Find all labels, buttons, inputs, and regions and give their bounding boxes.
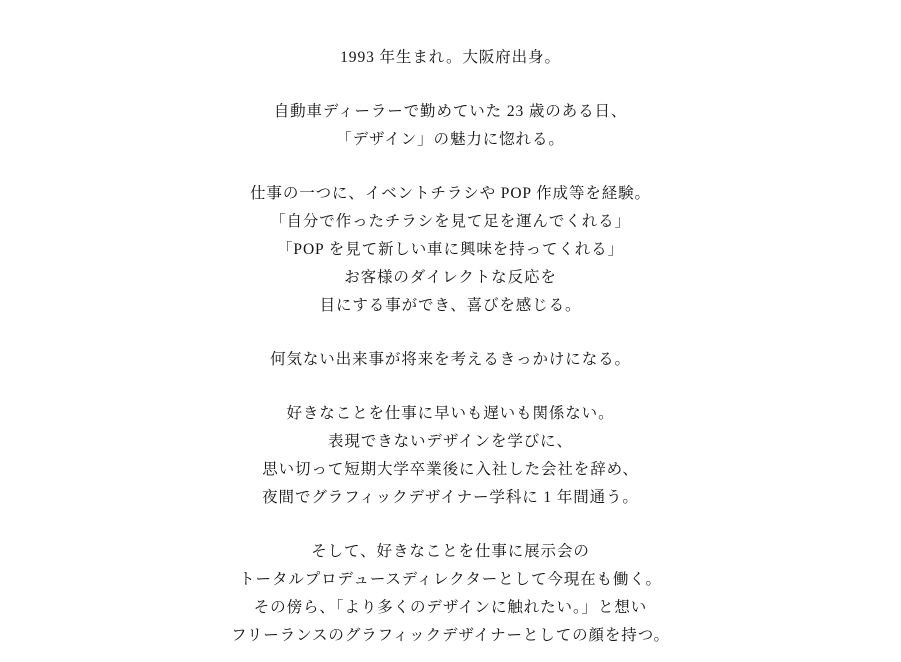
paragraph — [71, 98, 831, 154]
paragraph — [71, 346, 831, 374]
text-line: 思い切って短期大学卒業後に入社した会社を辞め、 — [262, 461, 639, 478]
text-line: その傍ら、「より多くのデザインに触れたい。」と想い — [253, 599, 648, 616]
text-line: 表現できないデザインを学びに、 — [328, 433, 573, 450]
text-line: そして、好きなことを仕事に展示会の — [311, 543, 590, 560]
text-line: 仕事の一つに、イベントチラシや POP 作成等を経験。 — [250, 185, 651, 202]
text-line: フリーランスのグラフィックデザイナーとしての顔を持つ。 — [231, 627, 670, 644]
paragraph — [71, 400, 831, 512]
paragraph — [71, 538, 831, 650]
text-line: 「POP を見て新しい車に興味を持ってくれる」 — [277, 241, 624, 258]
text-line: 何気ない出来事が将来を考えるきっかけになる。 — [270, 351, 631, 368]
paragraph — [71, 44, 831, 72]
profile-text-body — [71, 44, 831, 650]
text-line: 自動車ディーラーで勤めていた 23 歳のある日、 — [273, 103, 628, 120]
text-line: 1993 年生まれ。大阪府出身。 — [340, 49, 561, 66]
text-line: 目にする事ができ、喜びを感じる。 — [319, 297, 582, 314]
text-line: 好きなことを仕事に早いも遅いも関係ない。 — [286, 405, 615, 422]
paragraph — [71, 180, 831, 320]
text-line: お客様のダイレクトな反応を — [344, 269, 557, 286]
text-line: 「デザイン」の魅力に惚れる。 — [336, 131, 565, 148]
text-line: 夜間でグラフィックデザイナー学科に 1 年間通う。 — [262, 489, 639, 506]
text-line: 「自分で作ったチラシを見て足を運んでくれる」 — [270, 213, 631, 230]
text-line: トータルプロデュースディレクターとして今現在も働く。 — [239, 571, 662, 588]
